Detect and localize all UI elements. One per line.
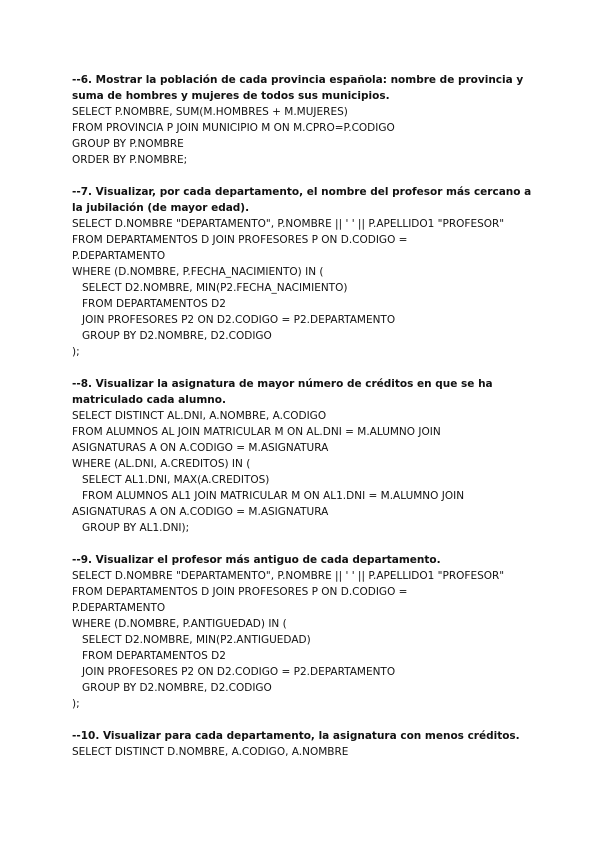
sql-line: SELECT D2.NOMBRE, MIN(P2.FECHA_NACIMIENTO) [72,282,348,294]
sql-line: SELECT D.NOMBRE "DEPARTAMENTO", P.NOMBRE || ' ' || P.APELLIDO1 "PROFESOR" [72,570,505,582]
sql-line: FROM DEPARTAMENTOS D JOIN PROFESORES P ON D.CODIGO = [72,234,408,246]
exercise-heading: --7. Visualizar, por cada departamento, el nombre del profesor más cercano a la jubilación (de mayor edad). [72,186,532,214]
sql-line: ASIGNATURAS A ON A.CODIGO = M.ASIGNATURA [72,442,329,454]
sql-line: ); [72,698,80,710]
sql-line: FROM DEPARTAMENTOS D2 [72,650,226,662]
sql-line: SELECT AL1.DNI, MAX(A.CREDITOS) [72,474,270,486]
exercise-6 [72,72,542,168]
sql-line: SELECT DISTINCT AL.DNI, A.NOMBRE, A.CODIGO [72,410,327,422]
sql-line: FROM DEPARTAMENTOS D JOIN PROFESORES P ON D.CODIGO = [72,586,408,598]
sql-line: JOIN PROFESORES P2 ON D2.CODIGO = P2.DEPARTAMENTO [72,666,396,678]
sql-line: ORDER BY P.NOMBRE; [72,154,188,166]
exercise-10 [72,728,542,760]
sql-line: P.DEPARTAMENTO [72,602,166,614]
sql-line: SELECT D2.NOMBRE, MIN(P2.ANTIGUEDAD) [72,634,311,646]
sql-line: SELECT D.NOMBRE "DEPARTAMENTO", P.NOMBRE || ' ' || P.APELLIDO1 "PROFESOR" [72,218,505,230]
exercise-8 [72,376,542,536]
sql-line: ); [72,346,80,358]
sql-line: FROM ALUMNOS AL1 JOIN MATRICULAR M ON AL1.DNI = M.ALUMNO JOIN [72,490,465,502]
sql-line: GROUP BY D2.NOMBRE, D2.CODIGO [72,330,272,342]
sql-line: FROM ALUMNOS AL JOIN MATRICULAR M ON AL.DNI = M.ALUMNO JOIN [72,426,441,438]
sql-line: WHERE (AL.DNI, A.CREDITOS) IN ( [72,458,251,470]
sql-line: P.DEPARTAMENTO [72,250,166,262]
sql-line: GROUP BY AL1.DNI); [72,522,190,534]
document-page [72,72,542,776]
sql-line: WHERE (D.NOMBRE, P.ANTIGUEDAD) IN ( [72,618,287,630]
exercise-7 [72,184,542,360]
sql-line: JOIN PROFESORES P2 ON D2.CODIGO = P2.DEPARTAMENTO [72,314,396,326]
sql-line: SELECT P.NOMBRE, SUM(M.HOMBRES + M.MUJERES) [72,106,348,118]
sql-line: FROM DEPARTAMENTOS D2 [72,298,226,310]
exercise-9 [72,552,542,712]
sql-line: GROUP BY P.NOMBRE [72,138,184,150]
exercise-heading: --8. Visualizar la asignatura de mayor número de créditos en que se ha matriculado cada alumno. [72,378,493,406]
sql-line: SELECT DISTINCT D.NOMBRE, A.CODIGO, A.NOMBRE [72,746,349,758]
sql-line: FROM PROVINCIA P JOIN MUNICIPIO M ON M.CPRO=P.CODIGO [72,122,395,134]
exercise-heading: --10. Visualizar para cada departamento, la asignatura con menos créditos. [72,730,520,742]
exercise-heading: --6. Mostrar la población de cada provincia española: nombre de provincia y suma de hombres y mujeres de todos sus municipios. [72,74,524,102]
exercise-heading: --9. Visualizar el profesor más antiguo de cada departamento. [72,554,441,566]
sql-line: GROUP BY D2.NOMBRE, D2.CODIGO [72,682,272,694]
sql-line: ASIGNATURAS A ON A.CODIGO = M.ASIGNATURA [72,506,329,518]
sql-line: WHERE (D.NOMBRE, P.FECHA_NACIMIENTO) IN ( [72,266,324,278]
